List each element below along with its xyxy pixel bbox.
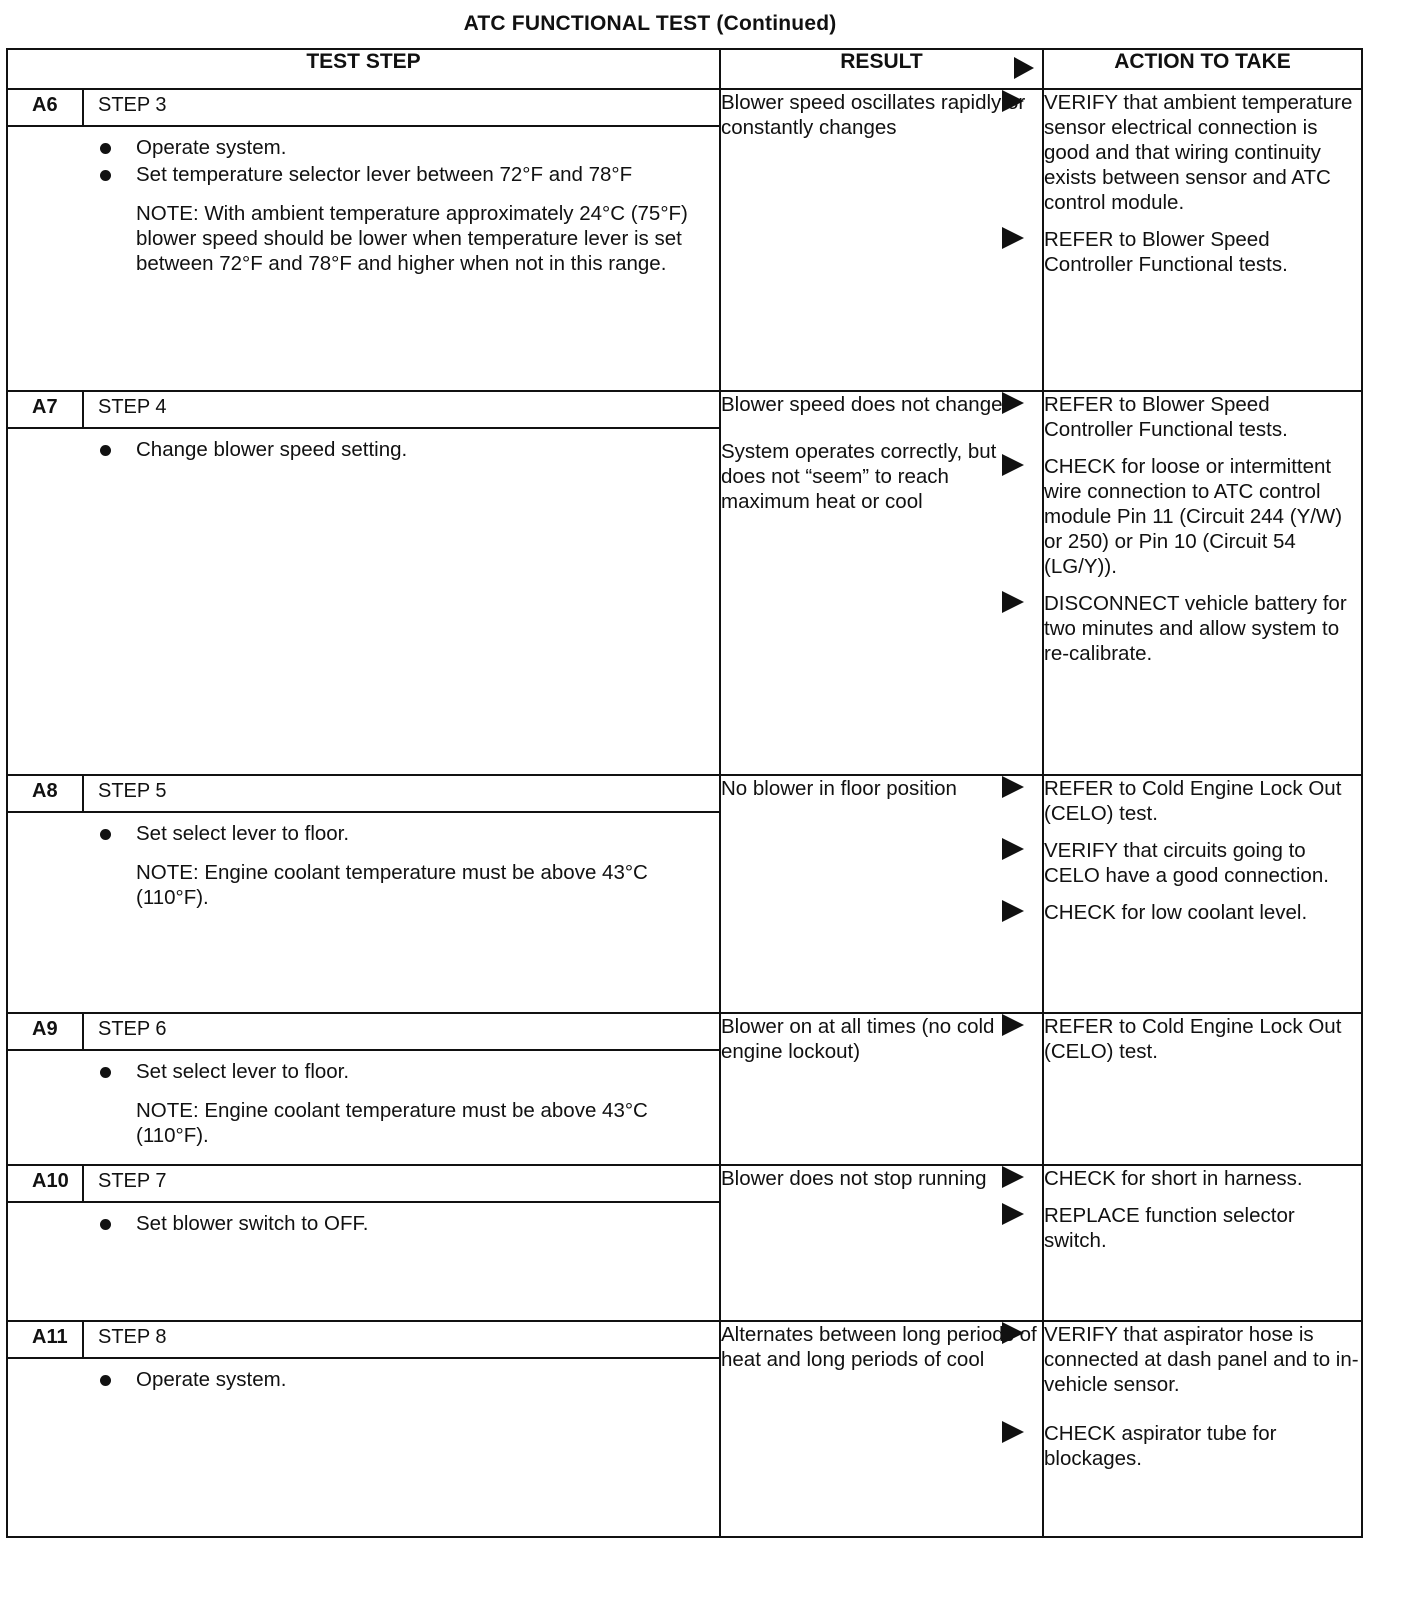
action-text: REFER to Blower Speed Controller Functional tests. [1044,228,1288,276]
arrow-right-icon [1002,227,1024,249]
step-id: A10 [8,1166,84,1201]
step-bullet: Set temperature selector lever between 72°F and 78°F [98,162,689,187]
action-item [1044,591,1361,666]
step-bullet: Operate system. [98,135,689,160]
action-text: VERIFY that circuits going to CELO have a good connection. [1044,839,1329,887]
action-item [1044,1166,1361,1191]
result-text: Blower on at all times (no cold engine lockout) [721,1015,995,1063]
action-text: REFER to Cold Engine Lock Out (CELO) test. [1044,777,1342,825]
step-header [8,1166,719,1203]
action-item [1044,776,1361,826]
action-text: DISCONNECT vehicle battery for two minutes and allow system to re-calibrate. [1044,592,1347,665]
action-item [1044,227,1361,277]
result-text: Alternates between long periods of heat and long periods of cool [721,1323,1037,1371]
test-step-cell [7,1321,720,1537]
step-bullet: Operate system. [98,1367,689,1392]
table-row [7,775,1362,1013]
action-cell [1043,391,1362,775]
arrow-right-icon [1002,1421,1024,1443]
result-text: Blower does not stop running [721,1167,987,1190]
action-cell [1043,1321,1362,1537]
step-body [8,1359,719,1404]
action-item [1044,838,1361,888]
step-label: STEP 7 [98,1170,167,1192]
step-header [8,776,719,813]
result-cell [720,89,1043,391]
arrow-right-icon [1002,900,1024,922]
action-text: CHECK for short in harness. [1044,1167,1303,1190]
table-row [7,89,1362,391]
header-test-step: TEST STEP [7,49,720,89]
action-item [1044,1421,1361,1471]
step-id: A8 [8,776,84,811]
action-text: REFER to Cold Engine Lock Out (CELO) test. [1044,1015,1342,1063]
arrow-right-icon [1002,1014,1024,1036]
arrow-right-icon [1002,776,1024,798]
step-header [8,90,719,127]
step-label: STEP 4 [98,396,167,418]
step-bullet: Set select lever to floor. [98,821,689,846]
table-row [7,1013,1362,1165]
arrow-right-icon [1002,454,1024,476]
step-label: STEP 8 [98,1326,167,1348]
result-text: System operates correctly, but does not “seem” to reach maximum heat or cool [721,440,997,513]
step-body [8,813,719,920]
step-label: STEP 6 [98,1018,167,1040]
header-action [1043,49,1362,89]
step-label: STEP 3 [98,94,167,116]
step-body [8,1051,719,1158]
action-text: VERIFY that ambient temperature sensor electrical connection is good and that wiring continuity exists between sensor and ATC control module. [1044,91,1353,214]
step-header [8,392,719,429]
page-title: ATC FUNCTIONAL TEST (Continued) [463,12,837,35]
arrow-right-icon [1002,392,1024,414]
action-item [1044,392,1361,442]
arrow-right-icon [1002,838,1024,860]
action-cell [1043,775,1362,1013]
test-step-cell [7,1013,720,1165]
arrow-right-icon [1002,1203,1024,1225]
test-step-cell [7,391,720,775]
test-table [6,48,1363,1538]
action-item [1044,90,1361,215]
arrow-right-icon [1002,591,1024,613]
test-step-cell [7,775,720,1013]
step-id: A6 [8,90,84,125]
action-item [1044,1322,1361,1397]
step-note: NOTE: Engine coolant temperature must be above 43°C (110°F). [136,1099,648,1147]
result-cell [720,1013,1043,1165]
result-cell [720,1165,1043,1321]
action-cell [1043,1013,1362,1165]
arrow-right-icon [1002,1322,1024,1344]
step-body [8,1203,719,1248]
step-note: NOTE: Engine coolant temperature must be above 43°C (110°F). [136,861,648,909]
header-result: RESULT [720,49,1043,89]
test-step-cell [7,89,720,391]
arrow-right-icon [1002,1166,1024,1188]
action-cell [1043,1165,1362,1321]
action-text: REPLACE function selector switch. [1044,1204,1295,1252]
step-label: STEP 5 [98,780,167,802]
step-body [8,429,719,474]
result-text: Blower speed oscillates rapidly or constantly changes [721,91,1026,139]
table-row [7,1321,1362,1537]
result-cell [720,1321,1043,1537]
arrow-right-icon [1014,57,1034,79]
step-id: A7 [8,392,84,427]
step-bullet: Change blower speed setting. [98,437,689,462]
action-text: CHECK for low coolant level. [1044,901,1308,924]
step-id: A11 [8,1322,84,1357]
result-text: Blower speed does not change [721,393,1003,416]
step-id: A9 [8,1014,84,1049]
step-note: NOTE: With ambient temperature approximately 24°C (75°F) blower speed should be lower when temperature lever is set between 72°F and 78°F and higher when not in this range. [136,202,688,275]
action-item [1044,1014,1361,1064]
step-bullet: Set select lever to floor. [98,1059,689,1084]
step-header [8,1322,719,1359]
test-step-cell [7,1165,720,1321]
header-action-label: ACTION TO TAKE [1114,50,1291,73]
action-item [1044,1203,1361,1253]
action-item [1044,900,1361,925]
step-header [8,1014,719,1051]
header-row [7,49,1362,89]
action-text: REFER to Blower Speed Controller Functional tests. [1044,393,1288,441]
action-text: CHECK for loose or intermittent wire connection to ATC control module Pin 11 (Circuit 244 (Y/W) or 250) or Pin 10 (Circuit 54 (LG/Y)). [1044,455,1343,578]
table-row [7,1165,1362,1321]
step-body [8,127,719,286]
action-text: CHECK aspirator tube for blockages. [1044,1422,1277,1470]
step-bullet: Set blower switch to OFF. [98,1211,689,1236]
action-cell [1043,89,1362,391]
action-text: VERIFY that aspirator hose is connected at dash panel and to in-vehicle sensor. [1044,1323,1359,1396]
table-row [7,391,1362,775]
action-item [1044,454,1361,579]
result-cell [720,775,1043,1013]
result-cell [720,391,1043,775]
result-text: No blower in floor position [721,777,957,800]
arrow-right-icon [1002,90,1024,112]
